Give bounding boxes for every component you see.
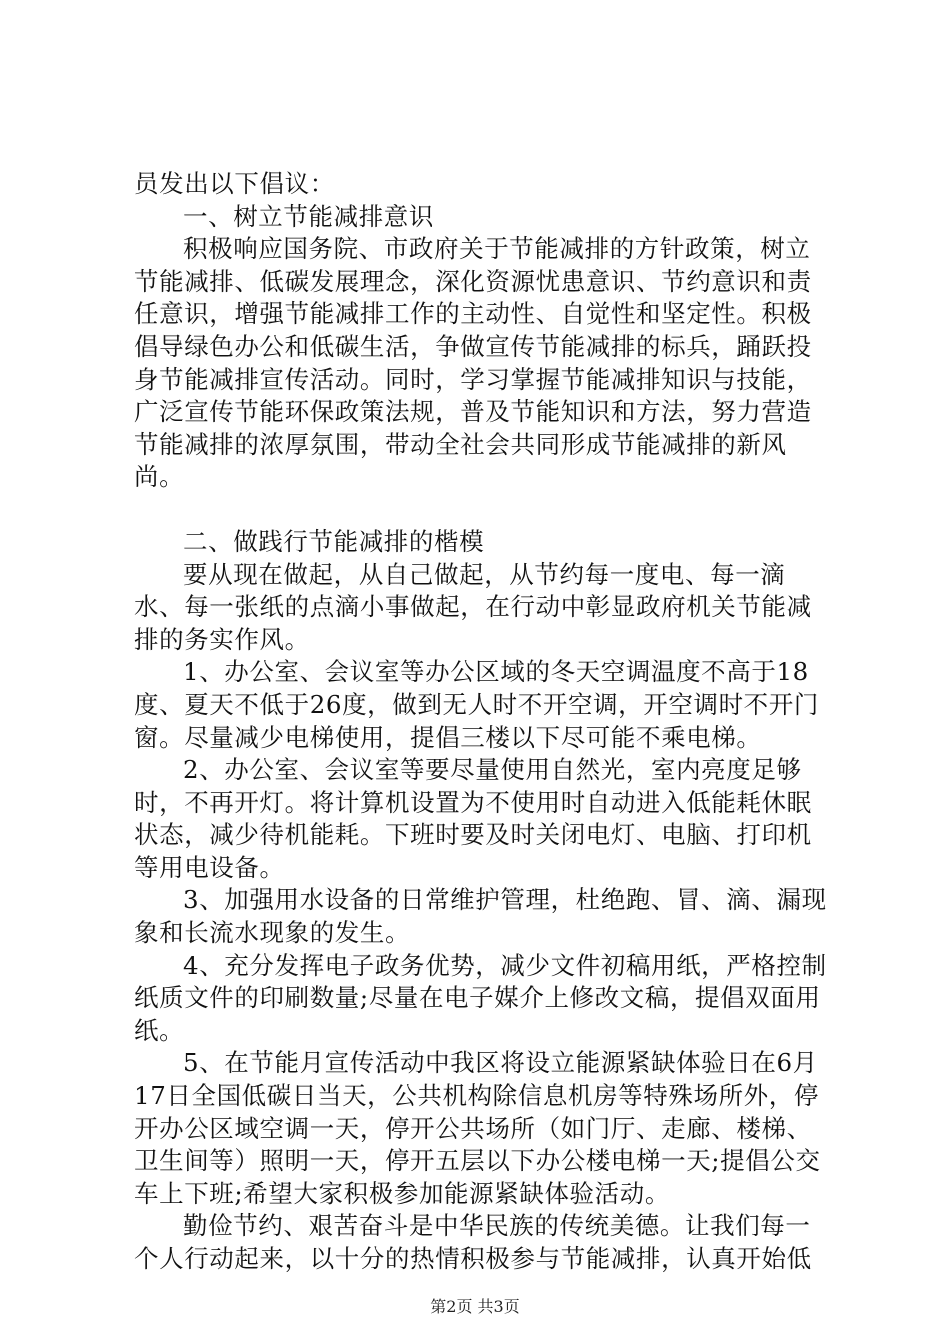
section-heading-2: 二、做践行节能减排的楷模 [183,526,485,556]
paragraph-2: 要从现在做起，从自己做起，从节约每一度电、每一滴水、每一张纸的点滴小事做起，在行动中彰显政府机关节能减排的务实作风。 [134,559,812,654]
list-item-2: 2、办公室、会议室等要尽量使用自然光，室内亮度足够时，不再开灯。将计算机设置为不使用时自动进入低能耗休眠状态，减少待机能耗。下班时要及时关闭电灯、电脑、打印机等用电设备。 [134,755,812,882]
document-body [134,168,834,1276]
list-item-1: 1、办公室、会议室等办公区域的冬天空调温度不高于18度、夏天不低于26度，做到无人时不开空调，开空调时不开门窗。尽量减少电梯使用，提倡三楼以下尽可能不乘电梯。 [134,657,819,752]
paragraph-intro: 员发出以下倡议： [134,169,335,198]
page-number: 第2页 共3页 [430,1297,520,1316]
paragraph-1: 积极响应国务院、市政府关于节能减排的方针政策，树立节能减排、低碳发展理念，深化资源忧患意识、节约意识和责任意识，增强节能减排工作的主动性、自觉性和坚定性。积极倡导绿色办公和低碳生活，争做宣传节能减排的标兵，踊跃投身节能减排宣传活动。同时，学习掌握节能减排知识与技能，广泛宣传节能环保政策法规，普及节能知识和方法，努力营造节能减排的浓厚氛围，带动全社会共同形成节能减排的新风尚。 [134,234,812,492]
paragraph-spacer [134,494,834,526]
list-item-3: 3、加强用水设备的日常维护管理，杜绝跑、冒、滴、漏现象和长流水现象的发生。 [134,885,827,948]
list-item-4: 4、充分发挥电子政务优势，减少文件初稿用纸，严格控制纸质文件的印刷数量;尽量在电子媒介上修改文稿，提倡双面用纸。 [134,950,827,1045]
paragraph-closing: 勤俭节约、艰苦奋斗是中华民族的传统美德。让我们每一个人行动起来，以十分的热情积极参与节能减排，认真开始低 [134,1211,812,1273]
section-heading-1: 一、树立节能减排意识 [183,201,434,231]
list-item-5: 5、在节能月宣传活动中我区将设立能源紧缺体验日在6月17日全国低碳日当天，公共机构除信息机房等特殊场所外，停开办公区域空调一天，停开公共场所（如门厅、走廊、楼梯、卫生间等）照明一天，停开五层以下办公楼电梯一天;提倡公交车上下班;希望大家积极参加能源紧缺体验活动。 [134,1048,821,1208]
